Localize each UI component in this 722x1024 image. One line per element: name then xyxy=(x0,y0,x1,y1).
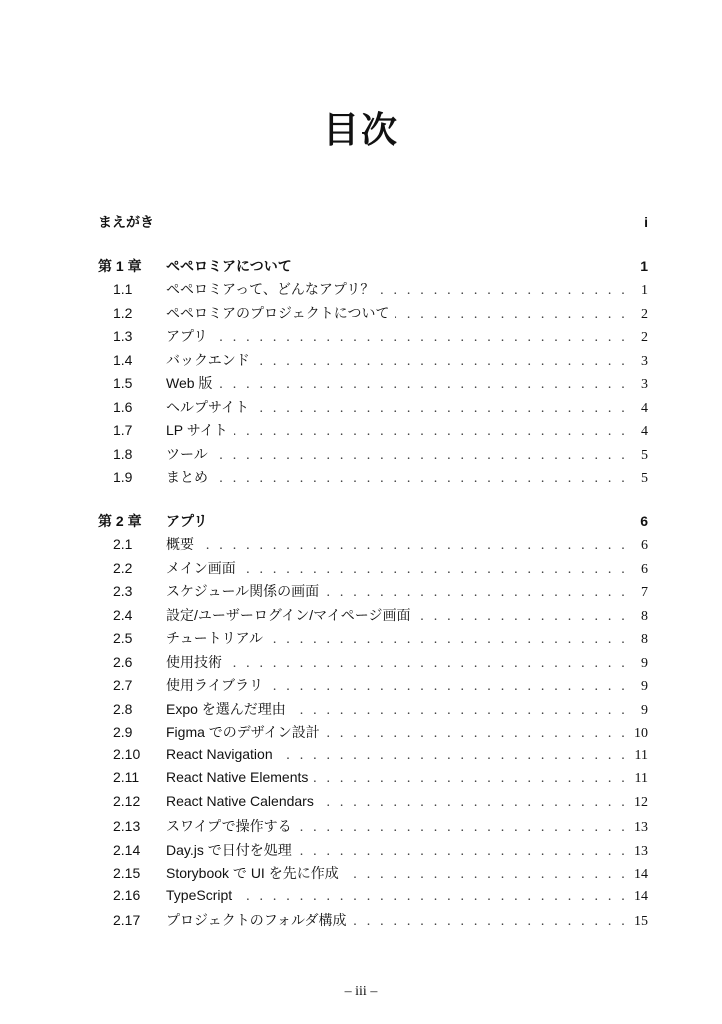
toc-section[interactable] xyxy=(98,746,648,770)
dot-leader xyxy=(269,632,628,648)
section-title: TypeScript xyxy=(166,886,233,903)
section-number: 1.3 xyxy=(113,328,133,344)
section-page: 2 xyxy=(641,306,648,322)
section-page: 12 xyxy=(634,794,648,810)
toc-section[interactable] xyxy=(98,887,648,911)
entry-page: i xyxy=(644,214,648,230)
toc-section[interactable] xyxy=(98,769,648,793)
section-number: 2.13 xyxy=(113,818,141,834)
section-page: 7 xyxy=(641,585,648,600)
section-page: 5 xyxy=(641,447,648,463)
section-title: ヘルプサイト xyxy=(166,398,250,415)
toc-section[interactable] xyxy=(98,420,648,444)
section-title: まとめ xyxy=(166,469,208,485)
toc-entry-preface[interactable] xyxy=(98,212,648,236)
table-of-contents xyxy=(98,212,648,934)
chapter-title: アプリ xyxy=(166,512,208,529)
section-title: バックエンド xyxy=(166,351,250,368)
section-number: 2.6 xyxy=(113,653,133,670)
section-page: 1 xyxy=(641,283,648,298)
section-title: スケジュール関係の画面 xyxy=(166,583,320,599)
section-number: 2.5 xyxy=(113,630,133,646)
section-number: 2.17 xyxy=(113,912,141,928)
section-page: 11 xyxy=(634,771,648,786)
section-page: 4 xyxy=(641,424,648,439)
toc-section[interactable] xyxy=(98,628,648,652)
section-page: 13 xyxy=(634,843,648,859)
section-title: Expo を選んだ理由 xyxy=(166,700,286,717)
dot-leader xyxy=(320,795,628,811)
dot-leader xyxy=(255,401,628,417)
dot-leader xyxy=(269,679,628,695)
section-page: 2 xyxy=(641,330,648,345)
section-page: 14 xyxy=(634,867,648,882)
section-number: 2.16 xyxy=(113,886,141,903)
toc-section[interactable] xyxy=(98,326,648,350)
section-number: 2.15 xyxy=(113,865,141,881)
toc-section[interactable] xyxy=(98,467,648,491)
section-page: 10 xyxy=(634,726,648,741)
dot-leader xyxy=(214,448,628,464)
section-number: 2.10 xyxy=(113,745,141,762)
dot-leader xyxy=(352,914,628,930)
toc-section[interactable] xyxy=(98,675,648,699)
section-title: スワイプで操作する xyxy=(166,818,292,834)
section-page: 6 xyxy=(641,561,648,577)
dot-leader xyxy=(228,656,628,672)
entry-title: まえがき xyxy=(98,214,154,230)
toc-section[interactable] xyxy=(98,279,648,303)
section-title: Figma でのデザイン設計 xyxy=(166,724,320,740)
section-number: 1.8 xyxy=(113,445,133,462)
chapter-number: 第 1 章 xyxy=(98,257,142,274)
section-page: 15 xyxy=(634,914,648,929)
dot-leader xyxy=(200,538,628,554)
section-number: 2.14 xyxy=(113,841,141,858)
dot-leader xyxy=(326,726,628,742)
section-number: 2.3 xyxy=(113,583,133,599)
toc-section[interactable] xyxy=(98,699,648,723)
chapter-page: 1 xyxy=(640,257,648,274)
toc-section[interactable] xyxy=(98,373,648,397)
toc-section[interactable] xyxy=(98,397,648,421)
section-title: ツール xyxy=(166,445,208,462)
section-title: ペペロミアって、どんなアプリ？ xyxy=(166,281,375,297)
section-page: 13 xyxy=(634,820,648,835)
chapter-number: 第 2 章 xyxy=(98,512,142,529)
toc-section[interactable] xyxy=(98,840,648,864)
dot-leader xyxy=(242,562,628,578)
dot-leader xyxy=(298,844,628,860)
toc-section[interactable] xyxy=(98,722,648,746)
section-number: 1.7 xyxy=(113,422,133,438)
section-page: 3 xyxy=(641,353,648,369)
section-title: ペペロミアのプロジェクトについて xyxy=(166,304,390,321)
dot-leader xyxy=(314,771,628,787)
toc-section[interactable] xyxy=(98,558,648,582)
section-title: チュートリアル xyxy=(166,630,264,646)
toc-section[interactable] xyxy=(98,444,648,468)
toc-section[interactable] xyxy=(98,910,648,934)
section-page: 9 xyxy=(641,655,648,671)
section-number: 1.6 xyxy=(113,398,133,415)
page-number-footer: – iii – xyxy=(344,984,378,999)
dot-leader xyxy=(292,703,628,719)
chapter-page: 6 xyxy=(640,512,648,529)
section-number: 2.12 xyxy=(113,792,141,809)
section-number: 2.7 xyxy=(113,677,133,693)
toc-chapter[interactable] xyxy=(98,256,648,280)
section-number: 1.2 xyxy=(113,304,133,321)
section-number: 2.1 xyxy=(113,536,133,552)
section-page: 9 xyxy=(641,702,648,718)
toc-section[interactable] xyxy=(98,350,648,374)
section-title: 使用技術 xyxy=(166,653,222,670)
section-title: プロジェクトのフォルダ構成 xyxy=(166,912,347,928)
section-title: Storybook で UI を先に作成 xyxy=(166,865,339,881)
dot-leader xyxy=(380,283,628,299)
dot-leader xyxy=(234,424,628,440)
dot-leader xyxy=(325,585,628,601)
dot-leader xyxy=(214,471,628,487)
dot-leader xyxy=(345,867,628,883)
dot-leader xyxy=(395,307,628,323)
dot-leader xyxy=(417,609,628,625)
section-title: 設定/ユーザーログイン/マイページ画面 xyxy=(166,606,411,623)
toc-section[interactable] xyxy=(98,793,648,817)
section-title: 概要 xyxy=(166,536,194,552)
dot-leader xyxy=(298,820,628,836)
page-title: 目次 xyxy=(322,109,399,150)
chapter-title: ペペロミアについて xyxy=(166,257,292,274)
section-number: 2.8 xyxy=(113,700,133,717)
section-page: 14 xyxy=(634,888,648,904)
section-title: Web 版 xyxy=(166,375,213,391)
dot-leader xyxy=(238,889,628,905)
dot-leader xyxy=(218,377,628,393)
section-title: LP サイト xyxy=(166,422,228,438)
section-number: 1.4 xyxy=(113,351,133,368)
section-number: 2.9 xyxy=(113,724,133,740)
section-page: 5 xyxy=(641,471,648,486)
toc-section[interactable] xyxy=(98,863,648,887)
section-page: 9 xyxy=(641,679,648,694)
section-number: 1.5 xyxy=(113,375,133,391)
dot-leader xyxy=(213,330,628,346)
section-page: 8 xyxy=(641,632,648,647)
toc-section[interactable] xyxy=(98,581,648,605)
dot-leader xyxy=(279,748,628,764)
section-title: Day.js で日付を処理 xyxy=(166,841,292,858)
section-title: アプリ xyxy=(166,328,208,344)
section-title: メイン画面 xyxy=(166,559,236,576)
section-page: 6 xyxy=(641,538,648,553)
toc-section[interactable] xyxy=(98,303,648,327)
section-page: 8 xyxy=(641,608,648,624)
section-title: React Navigation xyxy=(166,745,273,762)
dot-leader xyxy=(256,354,628,370)
toc-chapter[interactable] xyxy=(98,511,648,535)
section-number: 1.9 xyxy=(113,469,133,485)
section-number: 2.2 xyxy=(113,559,133,576)
section-title: 使用ライブラリ xyxy=(166,677,264,693)
section-page: 4 xyxy=(641,400,648,416)
section-page: 11 xyxy=(634,747,648,763)
toc-section[interactable] xyxy=(98,816,648,840)
section-title: React Native Elements xyxy=(166,769,309,785)
toc-section[interactable] xyxy=(98,534,648,558)
section-number: 2.11 xyxy=(113,769,140,785)
section-page: 3 xyxy=(641,377,648,392)
section-number: 1.1 xyxy=(113,281,133,297)
section-number: 2.4 xyxy=(113,606,133,623)
toc-section[interactable] xyxy=(98,652,648,676)
toc-section[interactable] xyxy=(98,605,648,629)
section-title: React Native Calendars xyxy=(166,792,314,809)
